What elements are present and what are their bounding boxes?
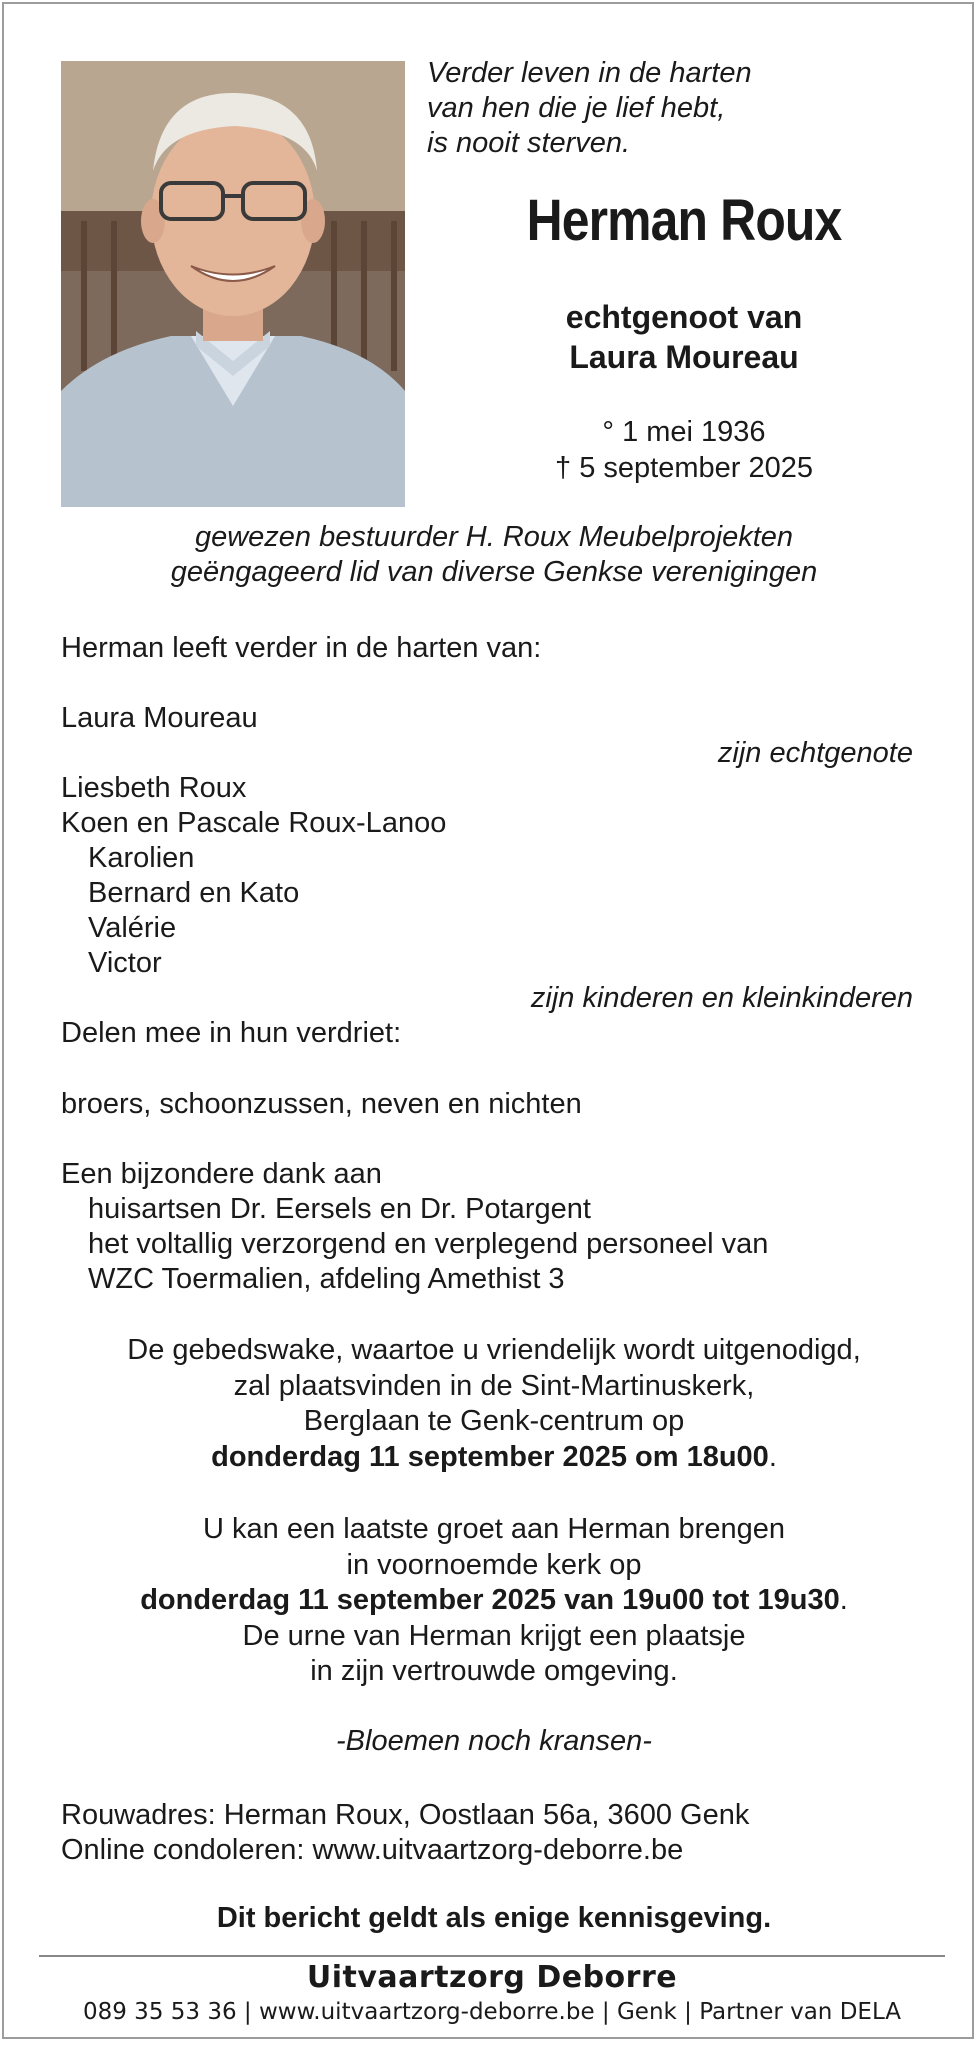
thanks-line: het voltallig verzorgend en verplegend personeel van — [88, 1228, 769, 1260]
notice-statement: Dit bericht geldt als enige kennisgeving. — [216, 1902, 772, 1934]
wake-date-line — [61, 1440, 927, 1476]
undertaker-name: Uitvaartzorg Deborre — [306, 1960, 678, 1995]
life-dates — [424, 414, 944, 486]
spouse-block — [424, 297, 944, 377]
flowers-note: -Bloemen noch kransen- — [336, 1725, 652, 1757]
role-line: geëngageerd lid van diverse Genkse verenigingen — [170, 556, 818, 588]
online-condolences: Online condoleren: www.uitvaartzorg-deborre.be — [61, 1834, 684, 1866]
greeting-date: donderdag 11 september 2025 van 19u00 tot 19u30 — [140, 1584, 840, 1616]
children-role: zijn kinderen en kleinkinderen — [530, 982, 913, 1014]
spouse-role: zijn echtgenote — [717, 737, 913, 769]
roles — [61, 520, 927, 590]
greeting-info — [61, 1512, 927, 1690]
wake-info — [61, 1333, 927, 1475]
spouse-name: Laura Moureau — [569, 339, 799, 375]
spouse-mourner: Laura Moureau — [61, 702, 258, 734]
wake-date-suffix: . — [768, 1440, 777, 1473]
thanks-intro: Een bijzondere dank aan — [61, 1158, 382, 1190]
poem-line: is nooit sterven. — [427, 127, 631, 159]
undertaker-contact: 089 35 53 36 | www.uitvaartzorg-deborre.be | Genk | Partner van DELA — [82, 1999, 902, 2025]
poem — [427, 56, 752, 161]
death-date: † 5 september 2025 — [555, 452, 813, 484]
wake-line: Berglaan te Genk-centrum op — [303, 1405, 685, 1437]
urn-line: in zijn vertrouwde omgeving. — [310, 1655, 678, 1687]
child-name: Koen en Pascale Roux-Lanoo — [61, 807, 447, 839]
poem-line: Verder leven in de harten — [427, 57, 752, 89]
sharing-intro: Delen mee in hun verdriet: — [61, 1017, 402, 1049]
obituary-notice — [2, 2, 974, 2039]
deceased-name: Herman Roux — [526, 188, 842, 253]
urn-line: De urne van Herman krijgt een plaatsje — [242, 1619, 746, 1652]
spouse-label: echtgenoot van — [565, 299, 803, 335]
child-name: Liesbeth Roux — [61, 772, 247, 804]
grandchild-name: Valérie — [88, 912, 177, 944]
thanks-line: WZC Toermalien, afdeling Amethist 3 — [88, 1263, 565, 1295]
birth-date: ° 1 mei 1936 — [602, 416, 766, 448]
grandchild-name: Victor — [88, 947, 162, 979]
mourning-address: Rouwadres: Herman Roux, Oostlaan 56a, 3600 Genk — [61, 1799, 750, 1831]
thanks-line: huisartsen Dr. Eersels en Dr. Potargent — [88, 1193, 591, 1225]
role-line: gewezen bestuurder H. Roux Meubelprojekten — [194, 521, 794, 553]
grandchild-name: Bernard en Kato — [88, 877, 300, 909]
family-intro: Herman leeft verder in de harten van: — [61, 632, 542, 664]
greeting-line: U kan een laatste groet aan Herman brengen — [203, 1513, 785, 1545]
greeting-date-line — [61, 1583, 927, 1619]
extended-family: broers, schoonzussen, neven en nichten — [61, 1088, 582, 1120]
wake-date: donderdag 11 september 2025 om 18u00 — [211, 1440, 769, 1473]
greeting-line: in voornoemde kerk op — [346, 1548, 642, 1581]
grandchild-name: Karolien — [88, 842, 195, 874]
footer-divider — [39, 1955, 945, 1957]
portrait-photo — [61, 61, 405, 507]
greeting-date-suffix: . — [839, 1584, 848, 1616]
wake-line: De gebedswake, waartoe u vriendelijk wordt uitgenodigd, — [127, 1334, 861, 1366]
wake-line: zal plaatsvinden in de Sint-Martinuskerk, — [233, 1369, 755, 1402]
poem-line: van hen die je lief hebt, — [427, 92, 726, 124]
